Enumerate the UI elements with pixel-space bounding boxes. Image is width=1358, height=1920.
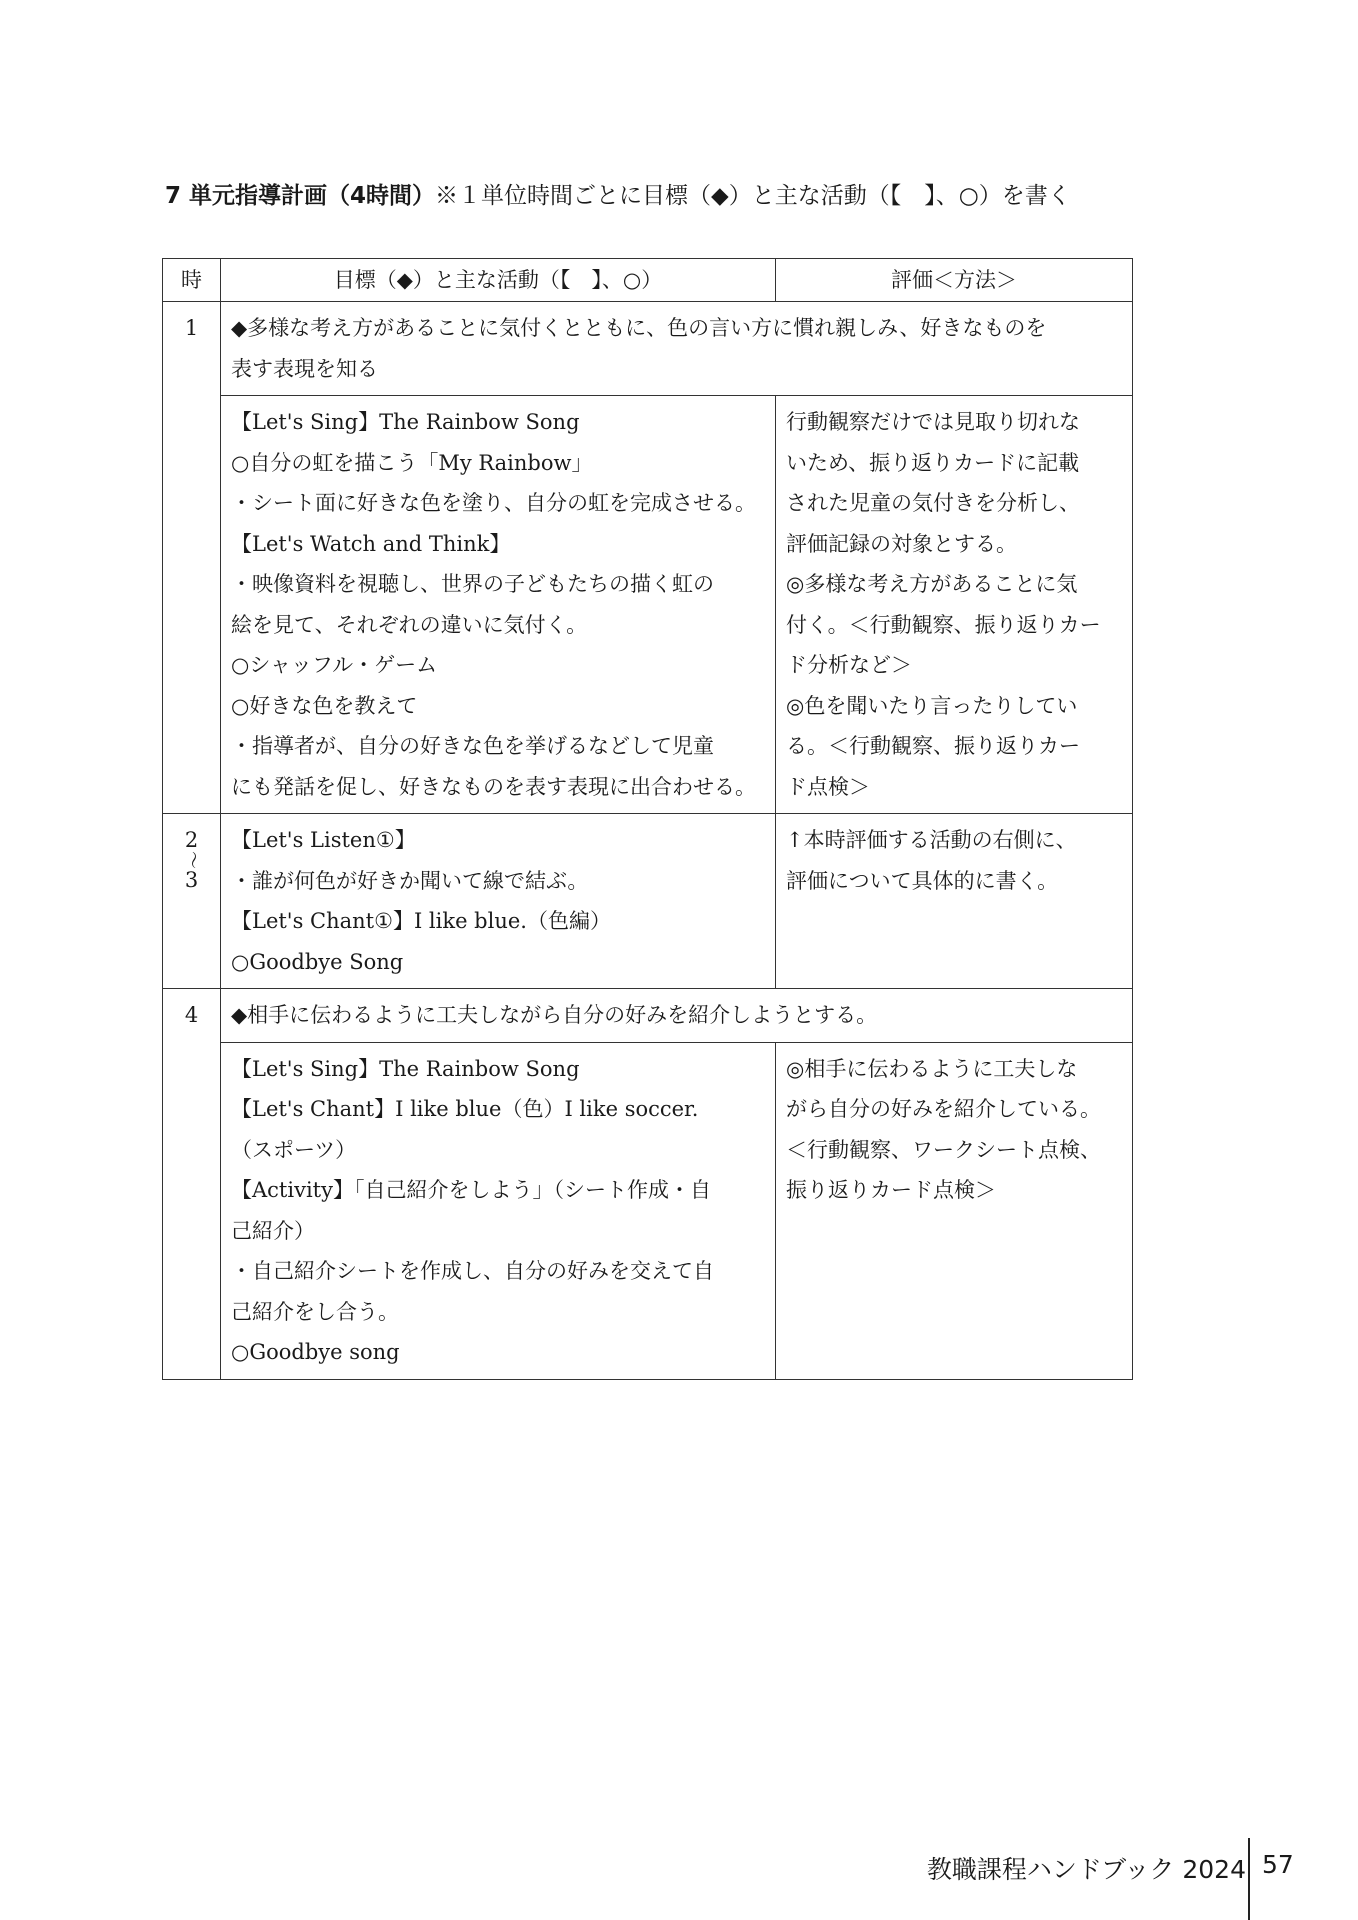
activity-line: にも発話を促し、好きなものを表す表現に出合わせる。 bbox=[231, 774, 756, 799]
unit23-row bbox=[163, 814, 1133, 989]
unit4-goal bbox=[221, 989, 1133, 1043]
evaluation-line: ↑本時評価する活動の右側に、 bbox=[786, 828, 1077, 852]
unit1-activities bbox=[221, 396, 776, 814]
unit1-activity-row bbox=[163, 396, 1133, 814]
unit1-goal-row bbox=[163, 302, 1133, 396]
activity-line: 【Activity】「自己紹介をしよう」（シート作成・自 bbox=[231, 1178, 711, 1202]
footer-divider bbox=[1248, 1838, 1250, 1920]
header-activity: 目標（◆）と主な活動（【 】、○） bbox=[221, 259, 776, 302]
activity-line: ・誰が何色が好きか聞いて線で結ぶ。 bbox=[231, 868, 589, 893]
evaluation-line: 付く。＜行動観察、振り返りカー bbox=[786, 612, 1101, 637]
unit23-time bbox=[163, 814, 221, 989]
evaluation-line: ◎多様な考え方があることに気 bbox=[786, 572, 1078, 596]
evaluation-line: ＜行動観察、ワークシート点検、 bbox=[786, 1137, 1101, 1162]
unit1-goal-line: 表す表現を知る bbox=[231, 356, 378, 381]
evaluation-line: 評価記録の対象とする。 bbox=[786, 531, 1017, 556]
header-evaluation: 評価＜方法＞ bbox=[776, 259, 1133, 302]
unit4-activity-row bbox=[163, 1042, 1133, 1379]
table-header-row bbox=[163, 259, 1133, 302]
unit4-goal-row bbox=[163, 989, 1133, 1043]
section-heading bbox=[165, 180, 1071, 212]
unit1-evaluation bbox=[776, 396, 1133, 814]
unit4-goal-line: ◆相手に伝わるように工夫しながら自分の好みを紹介しようとする。 bbox=[231, 1003, 878, 1027]
activity-line: ・指導者が、自分の好きな色を挙げるなどして児童 bbox=[231, 734, 714, 758]
unit4-evaluation bbox=[776, 1042, 1133, 1379]
activity-line: 【Let's Chant】I like blue（色）I like soccer. bbox=[231, 1097, 699, 1121]
section-note: ※１単位時間ごとに目標（◆）と主な活動（【 】、○）を書く bbox=[435, 183, 1071, 209]
evaluation-line: る。＜行動観察、振り返りカー bbox=[786, 734, 1080, 758]
unit23-evaluation bbox=[776, 814, 1133, 989]
activity-line: （スポーツ） bbox=[231, 1137, 357, 1162]
activity-line: 己紹介） bbox=[231, 1218, 315, 1243]
activity-line: ・映像資料を視聴し、世界の子どもたちの描く虹の bbox=[231, 572, 714, 596]
evaluation-line: 評価について具体的に書く。 bbox=[786, 868, 1059, 893]
activity-line: 【Let's Sing】The Rainbow Song bbox=[231, 1056, 580, 1081]
unit1-time: 1 bbox=[163, 302, 221, 814]
activity-line: 絵を見て、それぞれの違いに気付く。 bbox=[231, 612, 588, 637]
activity-line: ○好きな色を教えて bbox=[231, 693, 418, 718]
evaluation-line: ◎相手に伝わるように工夫しな bbox=[786, 1056, 1078, 1081]
evaluation-line: ド分析など＞ bbox=[786, 653, 912, 677]
unit23-time-start: 2 bbox=[184, 828, 199, 852]
evaluation-line: がら自分の好みを紹介している。 bbox=[786, 1097, 1101, 1121]
unit23-activities bbox=[221, 814, 776, 989]
activity-line: 【Let's Chant①】I like blue.（色編） bbox=[231, 909, 611, 933]
evaluation-line: ド点検＞ bbox=[786, 774, 870, 799]
activity-line: ○Goodbye song bbox=[231, 1340, 400, 1364]
unit1-goal-line: ◆多様な考え方があることに気付くとともに、色の言い方に慣れ親しみ、好きなものを bbox=[231, 316, 1047, 340]
activity-line: ○自分の虹を描こう「My Rainbow」 bbox=[231, 450, 593, 475]
header-time: 時 bbox=[163, 259, 221, 302]
activity-line: 己紹介をし合う。 bbox=[231, 1299, 399, 1324]
unit-plan-table bbox=[162, 258, 1133, 1380]
activity-line: ○Goodbye Song bbox=[231, 949, 404, 974]
unit4-activities bbox=[221, 1042, 776, 1379]
evaluation-line: いため、振り返りカードに記載 bbox=[786, 450, 1080, 475]
evaluation-line: ◎色を聞いたり言ったりしてい bbox=[786, 693, 1078, 718]
section-title: 7 単元指導計画（4時間） bbox=[165, 183, 436, 209]
activity-line: ・シート面に好きな色を塗り、自分の虹を完成させる。 bbox=[231, 491, 756, 515]
footer-title: 教職課程ハンドブック 2024 bbox=[926, 1855, 1246, 1884]
unit1-goal bbox=[221, 302, 1133, 396]
unit4-time: 4 bbox=[163, 989, 221, 1380]
page-footer bbox=[0, 1838, 1358, 1908]
activity-line: ・自己紹介シートを作成し、自分の好みを交えて自 bbox=[231, 1259, 714, 1283]
unit23-time-sep: 〜 bbox=[181, 851, 203, 869]
page-number: 57 bbox=[1262, 1850, 1294, 1879]
activity-line: ○シャッフル・ゲーム bbox=[231, 653, 438, 677]
unit23-time-end: 3 bbox=[184, 868, 199, 892]
activity-line: 【Let's Sing】The Rainbow Song bbox=[231, 410, 580, 434]
activity-line: 【Let's Listen①】 bbox=[231, 828, 416, 852]
evaluation-line: 振り返りカード点検＞ bbox=[786, 1178, 996, 1202]
evaluation-line: 行動観察だけでは見取り切れな bbox=[786, 410, 1080, 434]
evaluation-line: された児童の気付きを分析し、 bbox=[786, 491, 1080, 515]
activity-line: 【Let's Watch and Think】 bbox=[231, 531, 511, 556]
